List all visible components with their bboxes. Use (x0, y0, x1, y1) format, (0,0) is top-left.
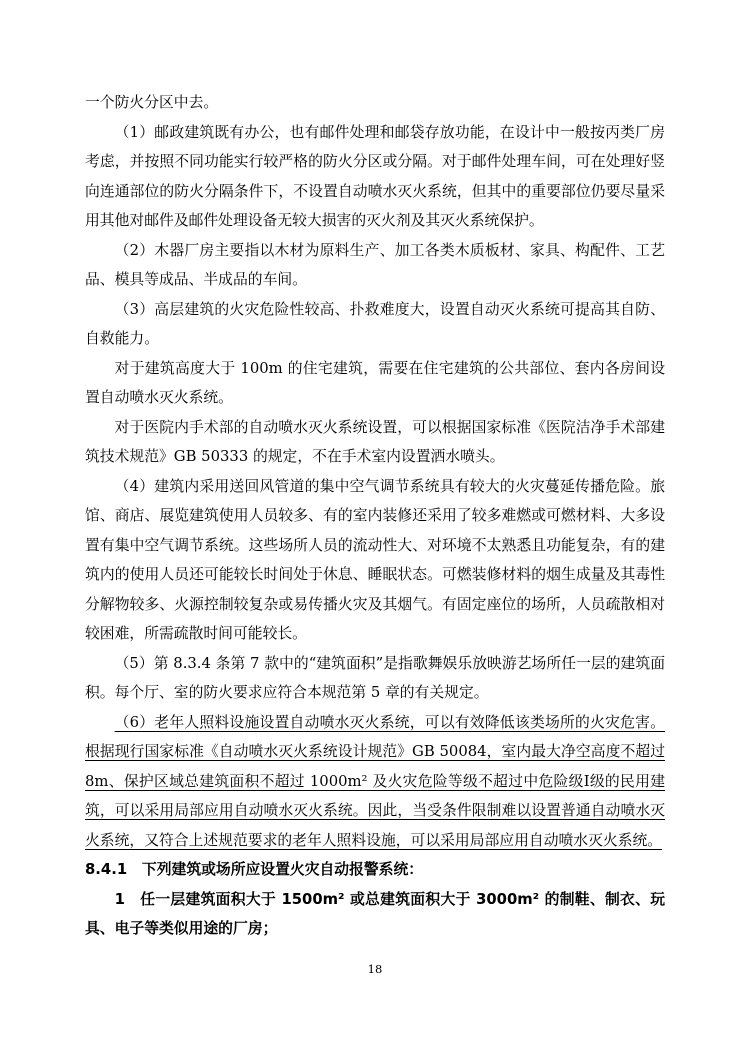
paragraph-hospital-gb50333: 对于医院内手术部的自动喷水灭火系统设置，可以根据国家标准《医院洁净手术部建筑技术规范》GB 50333 的规定，不在手术室内设置洒水喷头。 (85, 418, 665, 465)
paragraph-note-5: （5）第 8.3.4 条第 7 款中的“建筑面积”是指歌舞娱乐放映游艺场所任一层的建筑面积。每个厅、室的防火要求应符合本规范第 5 章的有关规定。 (85, 654, 665, 701)
paragraph-continuation: 一个防火分区中去。 (85, 94, 219, 111)
section-heading-8-4-1: 8.4.1 下列建筑或场所应设置火灾自动报警系统： (85, 861, 424, 878)
paragraph-note-6-underlined: （6）老年人照料设施设置自动喷水灭火系统，可以有效降低该类场所的火灾危害。根据现行国家标准《自动喷水灭火系统设计规范》GB 50084，室内最大净空高度不超过 8m、保护区域总建筑面积不超过 1000m² 及火灾危险等级不超过中危险级Ⅰ级的民用建筑，可以采用局部应用自动喷水灭火系统。因此，当受条件限制难以设置普通自动喷水灭火系统，又符合上述规范要求的老年人照料设施，可以采用局部应用自动喷水灭火系统。 (85, 713, 665, 849)
paragraph-item-1: 1 任一层建筑面积大于 1500m² 或总建筑面积大于 3000m² 的制鞋、制衣、玩具、电子等类似用途的厂房； (85, 890, 665, 937)
paragraph-note-1: （1）邮政建筑既有办公，也有邮件处理和邮袋存放功能，在设计中一般按丙类厂房考虑，并按照不同功能实行较严格的防火分区或分隔。对于邮件处理车间，可在处理好竖向连通部位的防火分隔条件下，不设置自动喷水灭火系统，但其中的重要部位仍要尽量采用其他对邮件及邮件处理设备无较大损害的灭火剂及其灭火系统保护。 (85, 123, 665, 229)
paragraph-note-4: （4）建筑内采用送回风管道的集中空气调节系统具有较大的火灾蔓延传播危险。旅馆、商店、展览建筑使用人员较多、有的室内装修还采用了较多难燃或可燃材料、大多设置有集中空气调节系统。这些场所人员的流动性大、对环境不太熟悉且功能复杂，有的建筑内的使用人员还可能较长时间处于休息、睡眠状态。可燃装修材料的烟生成量及其毒性分解物较多、火源控制较复杂或易传播火灾及其烟气。有固定座位的场所，人员疏散相对较困难，所需疏散时间可能较长。 (85, 477, 665, 642)
page-number: 18 (367, 962, 383, 976)
paragraph-residential-100m: 对于建筑高度大于 100m 的住宅建筑，需要在住宅建筑的公共部位、套内各房间设置自动喷水灭火系统。 (85, 359, 665, 406)
paragraph-note-2: （2）木器厂房主要指以木材为原料生产、加工各类木质板材、家具、构配件、工艺品、模具等成品、半成品的车间。 (85, 241, 665, 288)
document-page (85, 88, 665, 944)
paragraph-note-3: （3）高层建筑的火灾危险性较高、扑救难度大，设置自动灭火系统可提高其自防、自救能力。 (85, 300, 665, 347)
